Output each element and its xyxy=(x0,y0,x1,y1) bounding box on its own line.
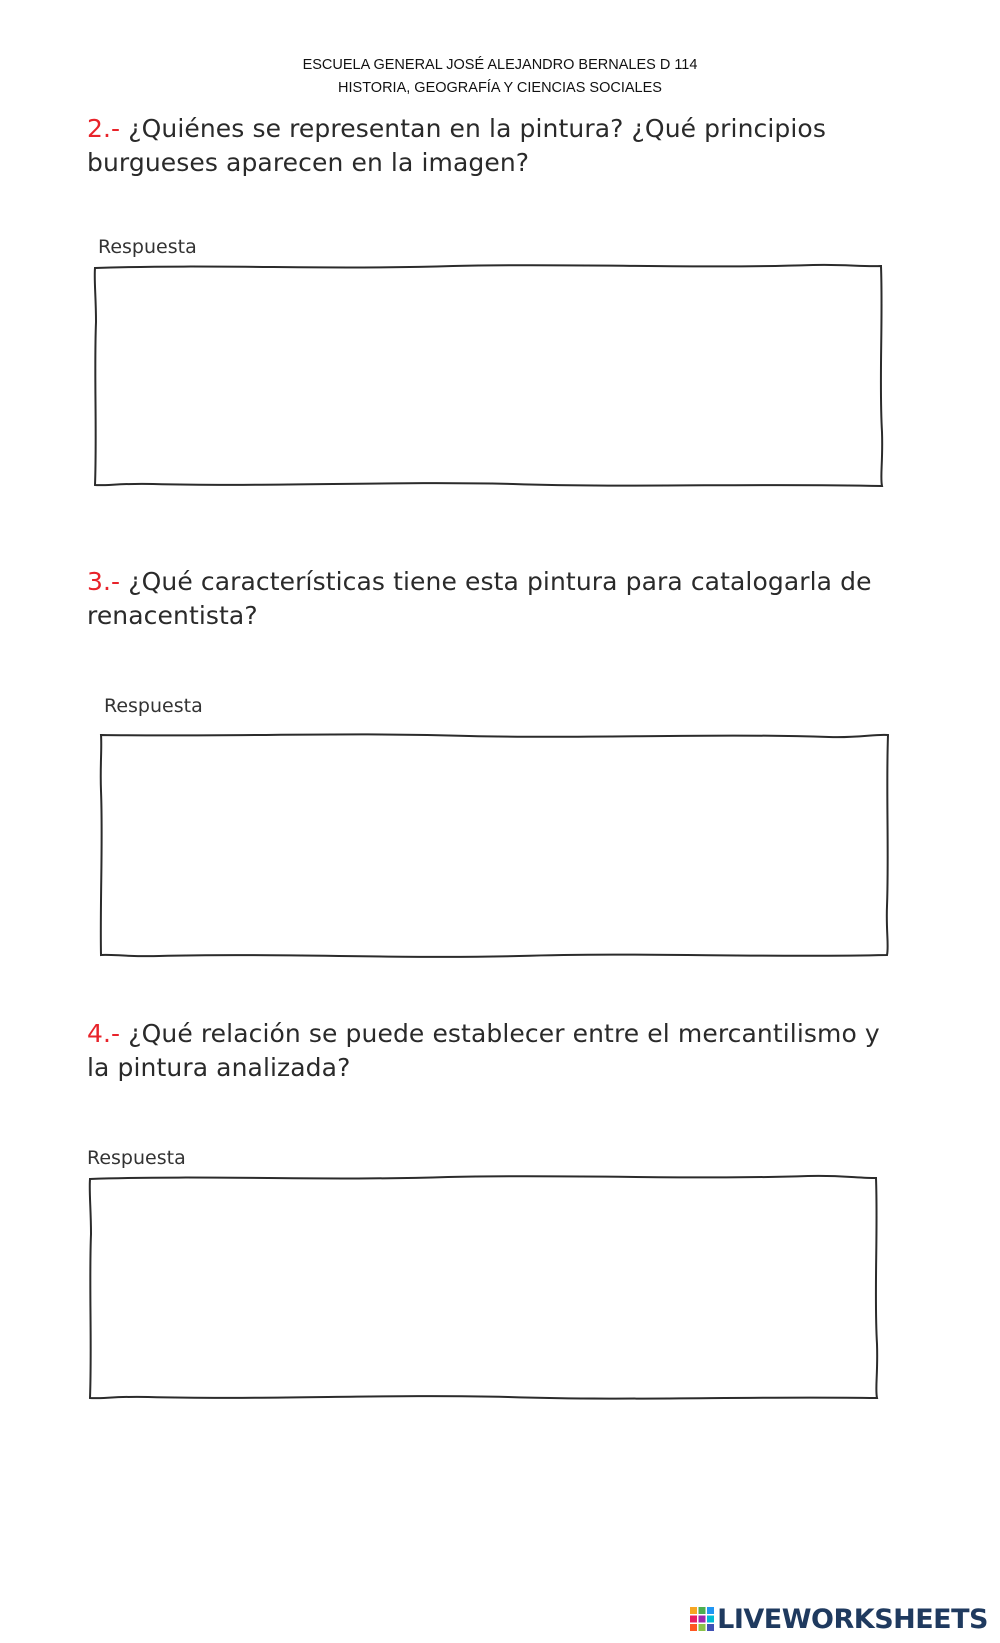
worksheet-header xyxy=(0,54,1000,100)
question-text-line1: ¿Qué características tiene esta pintura para catalogarla de xyxy=(128,567,872,596)
question-2 xyxy=(87,112,917,180)
question-text-line2: renacentista? xyxy=(87,601,258,630)
question-number: 4.- xyxy=(87,1019,121,1048)
liveworksheets-logo-icon xyxy=(689,1606,715,1632)
question-4 xyxy=(87,1017,917,1085)
answer-box-3[interactable] xyxy=(99,731,890,959)
answer-input-2[interactable] xyxy=(101,270,876,482)
school-name: ESCUELA GENERAL JOSÉ ALEJANDRO BERNALES D 114 xyxy=(302,57,698,73)
answer-box-4[interactable] xyxy=(88,1174,879,1402)
answer-box-2[interactable] xyxy=(93,262,884,490)
subject-name: HISTORIA, GEOGRAFÍA Y CIENCIAS SOCIALES xyxy=(338,80,662,96)
question-number: 3.- xyxy=(87,567,121,596)
answer-label: Respuesta xyxy=(104,695,203,717)
question-3 xyxy=(87,565,917,633)
question-text-line1: ¿Qué relación se puede establecer entre el mercantilismo y xyxy=(128,1019,880,1048)
answer-input-4[interactable] xyxy=(96,1182,871,1394)
answer-label: Respuesta xyxy=(98,236,197,258)
question-number: 2.- xyxy=(87,114,121,143)
question-text-line2: la pintura analizada? xyxy=(87,1053,351,1082)
liveworksheets-wordmark: LIVEWORKSHEETS xyxy=(717,1603,988,1635)
question-text-line2: burgueses aparecen en la imagen? xyxy=(87,148,530,177)
liveworksheets-branding xyxy=(689,1601,988,1637)
answer-input-3[interactable] xyxy=(107,739,882,951)
question-text-line1: ¿Quiénes se representan en la pintura? ¿Qué principios xyxy=(128,114,826,143)
answer-label: Respuesta xyxy=(87,1147,186,1169)
